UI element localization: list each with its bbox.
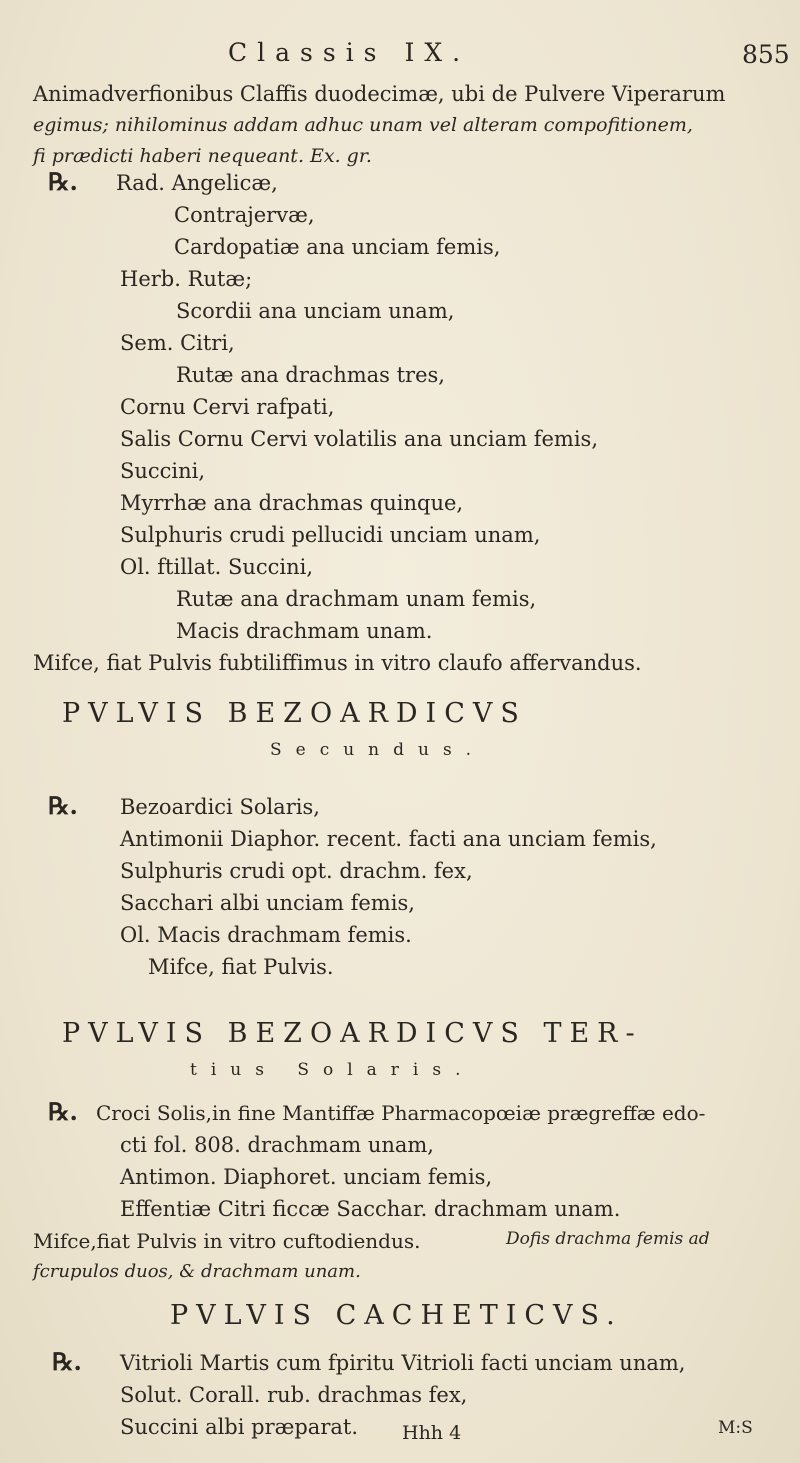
recipe-symbol: ℞. xyxy=(48,1097,78,1126)
recipe3-line: Antimon. Diaphoret. unciam femis, xyxy=(120,1165,493,1189)
recipe-symbol: ℞. xyxy=(52,1347,82,1376)
catchword: M:S xyxy=(718,1418,753,1438)
recipe1-line: Sem. Citri, xyxy=(120,331,235,355)
recipe1-line: Cardopatiæ ana unciam femis, xyxy=(174,235,501,259)
recipe1-line: Myrrhæ ana drachmas quinque, xyxy=(120,491,464,515)
recipe2-line: Mifce, fiat Pulvis. xyxy=(148,955,334,979)
recipe1-line: Cornu Cervi rafpati, xyxy=(120,395,335,419)
intro-line-1: Animadverfionibus Claffis duodecimæ, ubi de Pulvere Viperarum xyxy=(33,82,726,106)
recipe-symbol: ℞. xyxy=(48,167,78,196)
intro-line-3: fi prædicti haberi nequeant. Ex. gr. xyxy=(33,145,372,167)
recipe1-line: Herb. Rutæ; xyxy=(120,267,253,291)
recipe4-line: Succini albi præparat. xyxy=(120,1415,358,1439)
recipe1-line: Contrajervæ, xyxy=(174,203,315,227)
recipe3-line: Mifce,fiat Pulvis in vitro cuftodiendus. xyxy=(33,1229,421,1253)
recipe2-line: Ol. Macis drachmam femis. xyxy=(120,923,412,947)
recipe3-line: cti fol. 808. drachmam unam, xyxy=(120,1133,434,1157)
recipe1-line: Scordii ana unciam unam, xyxy=(176,299,455,323)
running-title: Classis IX. xyxy=(228,38,471,67)
section-title: PVLVIS BEZOARDICVS TER- xyxy=(62,1018,643,1049)
recipe4-line: Vitrioli Martis cum fpiritu Vitrioli facti unciam unam, xyxy=(120,1351,686,1375)
signature-mark: Hhh 4 xyxy=(402,1422,462,1444)
dose-note: Dofis drachma femis ad xyxy=(506,1229,710,1249)
section-subtitle: tius Solaris. xyxy=(190,1060,475,1080)
recipe-symbol: ℞. xyxy=(48,791,78,820)
recipe3-line: Effentiæ Citri ficcæ Sacchar. drachmam unam. xyxy=(120,1197,621,1221)
intro-line-2: egimus; nihilominus addam adhuc unam vel alteram compofitionem, xyxy=(33,114,693,136)
recipe2-line: Bezoardici Solaris, xyxy=(120,795,320,819)
recipe4-line: Solut. Corall. rub. drachmas fex, xyxy=(120,1383,468,1407)
dose-note: fcrupulos duos, & drachmam unam. xyxy=(33,1261,361,1282)
recipe1-line: Succini, xyxy=(120,459,206,483)
recipe1-line: Ol. ftillat. Succini, xyxy=(120,555,314,579)
recipe2-line: Sulphuris crudi opt. drachm. fex, xyxy=(120,859,473,883)
section-subtitle: Secundus. xyxy=(270,740,486,760)
recipe1-line: Sulphuris crudi pellucidi unciam unam, xyxy=(120,523,541,547)
recipe2-line: Antimonii Diaphor. recent. facti ana unciam femis, xyxy=(120,827,657,851)
recipe1-line: Macis drachmam unam. xyxy=(176,619,433,643)
recipe1-line: Rutæ ana drachmas tres, xyxy=(176,363,445,387)
recipe1-line: Salis Cornu Cervi volatilis ana unciam femis, xyxy=(120,427,598,451)
recipe1-line: Mifce, fiat Pulvis fubtiliffimus in vitro claufo affervandus. xyxy=(33,651,642,675)
section-title: PVLVIS CACHETICVS. xyxy=(170,1300,623,1331)
page-number: 855 xyxy=(742,40,790,69)
recipe1-line: Rad. Angelicæ, xyxy=(116,171,278,195)
recipe2-line: Sacchari albi unciam femis, xyxy=(120,891,415,915)
recipe1-line: Rutæ ana drachmam unam femis, xyxy=(176,587,537,611)
section-title: PVLVIS BEZOARDICVS xyxy=(62,698,527,729)
recipe3-line: Croci Solis,in fine Mantiffæ Pharmacopœiæ prægreffæ edo- xyxy=(96,1101,706,1125)
